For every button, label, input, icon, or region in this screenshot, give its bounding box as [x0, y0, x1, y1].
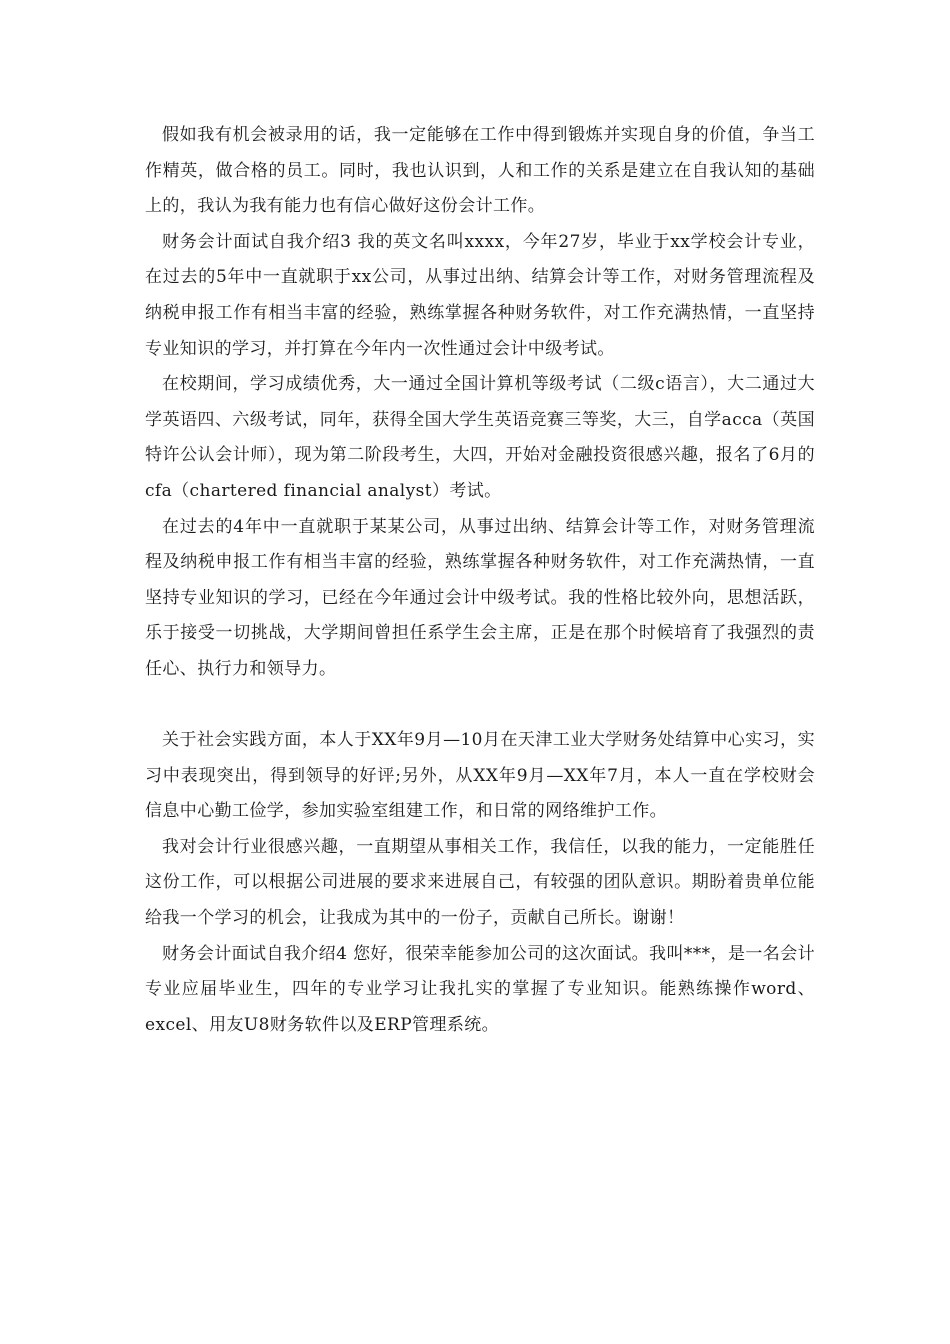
document-body — [145, 118, 815, 1043]
paragraph-6: 我对会计行业很感兴趣，一直期望从事相关工作，我信任，以我的能力，一定能胜任这份工作，可以根据公司进展的要求来进展自己，有较强的团队意识。期盼着贵单位能给我一个学习的机会，让我成为其中的一份子，贡献自己所长。谢谢！ — [145, 836, 815, 929]
paragraph-5: 关于社会实践方面，本人于XX年9月—10月在天津工业大学财务处结算中心实习，实习中表现突出，得到领导的好评;另外，从XX年9月—XX年7月，本人一直在学校财会信息中心勤工俭学，参加实验室组建工作，和日常的网络维护工作。 — [145, 730, 815, 822]
paragraph-4: 在过去的4年中一直就职于某某公司，从事过出纳、结算会计等工作，对财务管理流程及纳税申报工作有相当丰富的经验，熟练掌握各种财务软件，对工作充满热情，一直坚持专业知识的学习，已经在今年通过会计中级考试。我的性格比较外向，思想活跃，乐于接受一切挑战，大学期间曾担任系学生会主席，正是在那个时候培育了我强烈的责任心、执行力和领导力。 — [145, 516, 815, 679]
paragraph-7: 财务会计面试自我介绍4 您好，很荣幸能参加公司的这次面试。我叫***，是一名会计专业应届毕业生，四年的专业学习让我扎实的掌握了专业知识。能熟练操作word、excel、用友U8财务软件以及ERP管理系统。 — [145, 943, 815, 1035]
paragraph-2: 财务会计面试自我介绍3 我的英文名叫xxxx，今年27岁，毕业于xx学校会计专业，在过去的5年中一直就职于xx公司，从事过出纳、结算会计等工作，对财务管理流程及纳税申报工作有相当丰富的经验，熟练掌握各种财务软件，对工作充满热情，一直坚持专业知识的学习，并打算在今年内一次性通过会计中级考试。 — [145, 231, 815, 359]
paragraph-3: 在校期间，学习成绩优秀，大一通过全国计算机等级考试（二级c语言），大二通过大学英语四、六级考试，同年，获得全国大学生英语竞赛三等奖，大三，自学acca（英国特许公认会计师），现为第二阶段考生，大四，开始对金融投资很感兴趣，报名了6月的cfa（chartered financial analyst）考试。 — [145, 374, 815, 501]
paragraph-1: 假如我有机会被录用的话，我一定能够在工作中得到锻炼并实现自身的价值，争当工作精英，做合格的员工。同时，我也认识到，人和工作的关系是建立在自我认知的基础上的，我认为我有能力也有信心做好这份会计工作。 — [145, 125, 815, 217]
